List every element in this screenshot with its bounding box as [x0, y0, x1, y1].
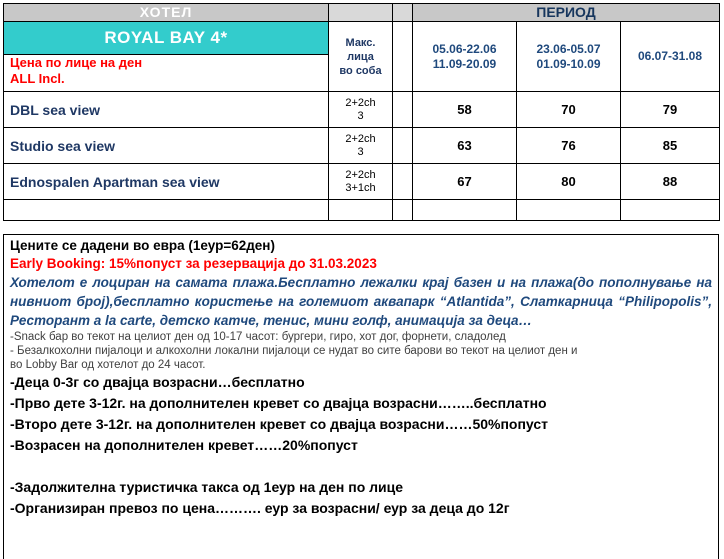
hotel-description: Хотелот е лоциран на самата плажа.Бесплатно лежалки крај базен и на плажа(до пополнување на нивниот број),бесплатно користење на големиот аквапарк “Atlantida”, Слаткарница “Philipopolis”, Ресторант a la carte, детско катче, тенис, мини голф, анимација за деца…: [10, 275, 712, 328]
max-persons-line: во соба: [339, 64, 382, 77]
blank-cell: [329, 200, 393, 221]
spacer-cell: [393, 92, 413, 128]
room-type: Studio sea view: [4, 128, 329, 164]
blank-cell: [517, 200, 621, 221]
occupancy: [329, 164, 393, 200]
blank-cell: [393, 200, 413, 221]
hotel-column-header: ХОТЕЛ: [4, 4, 329, 22]
price-cell: 85: [621, 128, 720, 164]
price-label: [4, 55, 329, 92]
max-persons-header: [329, 22, 393, 92]
kids-note: -Прво дете 3-12г. на дополнителен кревет со двајца возрасни……..бесплатно: [10, 395, 547, 411]
snack-note: -Snack бар во текот на целиот ден од 10-17 часот: бургери, гиро, хот дог, форнети, сладолед: [10, 331, 506, 343]
spacer-column: [393, 22, 413, 92]
price-table: [3, 3, 720, 221]
table-row: [4, 128, 720, 164]
occupancy-line: 3+1ch: [345, 181, 376, 194]
occupancy-line: 2+2ch: [345, 168, 376, 181]
period-3: [621, 22, 720, 92]
period-1-line2: 11.09-20.09: [432, 56, 497, 71]
table-row: [4, 92, 720, 128]
tax-note: -Задолжителна туристичка такса од 1еур на ден по лице: [10, 479, 404, 495]
notes-panel: [3, 234, 719, 559]
header-blank: [329, 4, 393, 22]
price-cell: 88: [621, 164, 720, 200]
blank-cell: [621, 200, 720, 221]
max-persons-line: Макс.: [345, 36, 376, 49]
price-label-line1: Цена по лице на ден: [10, 55, 143, 70]
blank-cell: [413, 200, 517, 221]
period-2-line1: 23.06-05.07: [536, 41, 601, 56]
drinks-note: во Lobby Bar од хотелот до 24 часот.: [10, 359, 206, 371]
occupancy-line: 3: [357, 109, 364, 122]
spacer-cell: [393, 128, 413, 164]
period-header: ПЕРИОД: [413, 4, 720, 22]
price-cell: 80: [517, 164, 621, 200]
occupancy: [329, 92, 393, 128]
table-row: [4, 164, 720, 200]
price-cell: 58: [413, 92, 517, 128]
max-persons-line: лица: [347, 50, 374, 63]
room-type: DBL sea view: [4, 92, 329, 128]
occupancy-line: 2+2ch: [345, 96, 376, 109]
currency-note: Цените се дадени во евра (1еур=62ден): [10, 238, 275, 253]
blank-cell: [4, 200, 329, 221]
spacer-cell: [393, 164, 413, 200]
period-2-line2: 01.09-10.09: [536, 56, 601, 71]
early-booking-note: Early Booking: 15%попуст за резервација до 31.03.2023: [10, 256, 377, 271]
kids-note: -Деца 0-3г со двајца возрасни…бесплатно: [10, 374, 305, 390]
room-type: Ednospalen Apartman sea view: [4, 164, 329, 200]
drinks-note: - Безалкохолни пијалоци и алкохолни локални пијалоци се нудат во сите барови во текот на целиот ден и: [10, 345, 578, 357]
period-1-line1: 05.06-22.06: [432, 41, 497, 56]
adult-note: -Возрасен на дополнителен кревет……20%попуст: [10, 437, 358, 453]
price-cell: 63: [413, 128, 517, 164]
spacer: [10, 456, 712, 477]
price-cell: 79: [621, 92, 720, 128]
period-3-line1: 06.07-31.08: [637, 49, 703, 63]
price-cell: 70: [517, 92, 621, 128]
occupancy-line: 2+2ch: [345, 132, 376, 145]
blank-row: [4, 200, 720, 221]
kids-note: -Второ дете 3-12г. на дополнителен кревет со двајца возрасни……50%попуст: [10, 416, 549, 432]
occupancy: [329, 128, 393, 164]
price-cell: 76: [517, 128, 621, 164]
transfer-note: -Организиран превоз по цена………. еур за возрасни/ еур за деца до 12г: [10, 500, 510, 516]
occupancy-line: 3: [357, 145, 364, 158]
price-label-line2: ALL Incl.: [10, 71, 65, 86]
price-cell: 67: [413, 164, 517, 200]
period-1: [413, 22, 517, 92]
header-blank: [393, 4, 413, 22]
period-2: [517, 22, 621, 92]
hotel-name: ROYAL BAY 4*: [4, 22, 329, 55]
